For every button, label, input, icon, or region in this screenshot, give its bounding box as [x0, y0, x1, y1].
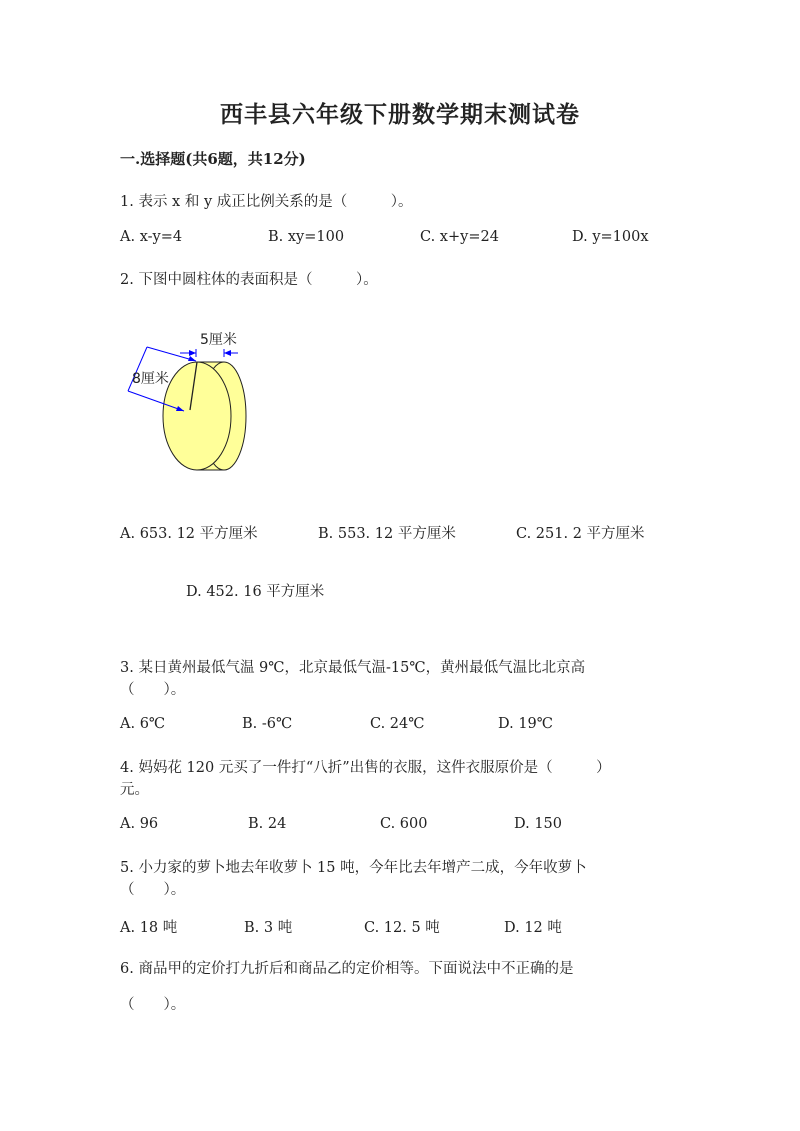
question-3-option-b[interactable]: B. -6℃ [242, 716, 293, 732]
question-1-option-b[interactable]: B. xy=100 [268, 229, 345, 245]
question-4-stem-line1: 4. 妈妈花 120 元买了一件打“八折”出售的衣服，这件衣服原价是（ ） [120, 760, 611, 776]
question-5-option-d[interactable]: D. 12 吨 [504, 920, 562, 936]
section-heading: 一.选择题(共6题，共12分) [120, 150, 306, 168]
label-side: 8厘米 [132, 371, 169, 387]
question-5-option-b[interactable]: B. 3 吨 [244, 920, 293, 936]
question-4-option-d[interactable]: D. 150 [514, 816, 563, 832]
question-5-stem-line2: （ ）。 [120, 882, 186, 898]
question-1-option-c[interactable]: C. x+y=24 [420, 229, 499, 245]
question-2-option-d[interactable]: D. 452. 16 平方厘米 [186, 584, 325, 600]
question-3-stem-line1: 3. 某日黄州最低气温 9℃，北京最低气温-15℃，黄州最低气温比北京高 [120, 660, 586, 676]
cylinder-front-face [163, 362, 231, 470]
question-3-option-c[interactable]: C. 24℃ [370, 716, 425, 732]
page-title: 西丰县六年级下册数学期末测试卷 [220, 101, 580, 128]
question-3-option-a[interactable]: A. 6℃ [120, 716, 166, 732]
question-4-option-b[interactable]: B. 24 [248, 816, 287, 832]
question-5-option-c[interactable]: C. 12. 5 吨 [364, 920, 440, 936]
label-top: 5厘米 [200, 332, 237, 348]
question-4-option-c[interactable]: C. 600 [380, 816, 428, 832]
question-6-stem-line2: （ ）。 [120, 997, 186, 1013]
question-3-stem-line2: （ ）。 [120, 682, 186, 698]
question-5-stem-line1: 5. 小力家的萝卜地去年收萝卜 15 吨，今年比去年增产二成，今年收萝卜 [120, 860, 587, 876]
question-1-option-d[interactable]: D. y=100x [572, 229, 649, 245]
question-2-option-c[interactable]: C. 251. 2 平方厘米 [516, 526, 645, 542]
question-2-option-b[interactable]: B. 553. 12 平方厘米 [318, 526, 456, 542]
question-5-option-a[interactable]: A. 18 吨 [120, 920, 178, 936]
question-2-option-a[interactable]: A. 653. 12 平方厘米 [120, 526, 258, 542]
question-4-stem-line2: 元。 [120, 782, 149, 798]
question-4-option-a[interactable]: A. 96 [120, 816, 159, 832]
question-6-stem-line1: 6. 商品甲的定价打九折后和商品乙的定价相等。下面说法中不正确的是 [120, 961, 574, 977]
question-1-stem: 1. 表示 x 和 y 成正比例关系的是（ ）。 [120, 194, 413, 210]
cylinder-figure [120, 325, 290, 475]
question-3-option-d[interactable]: D. 19℃ [498, 716, 553, 732]
question-2-stem: 2. 下图中圆柱体的表面积是（ ）。 [120, 272, 378, 288]
question-1-option-a[interactable]: A. x-y=4 [120, 229, 183, 245]
